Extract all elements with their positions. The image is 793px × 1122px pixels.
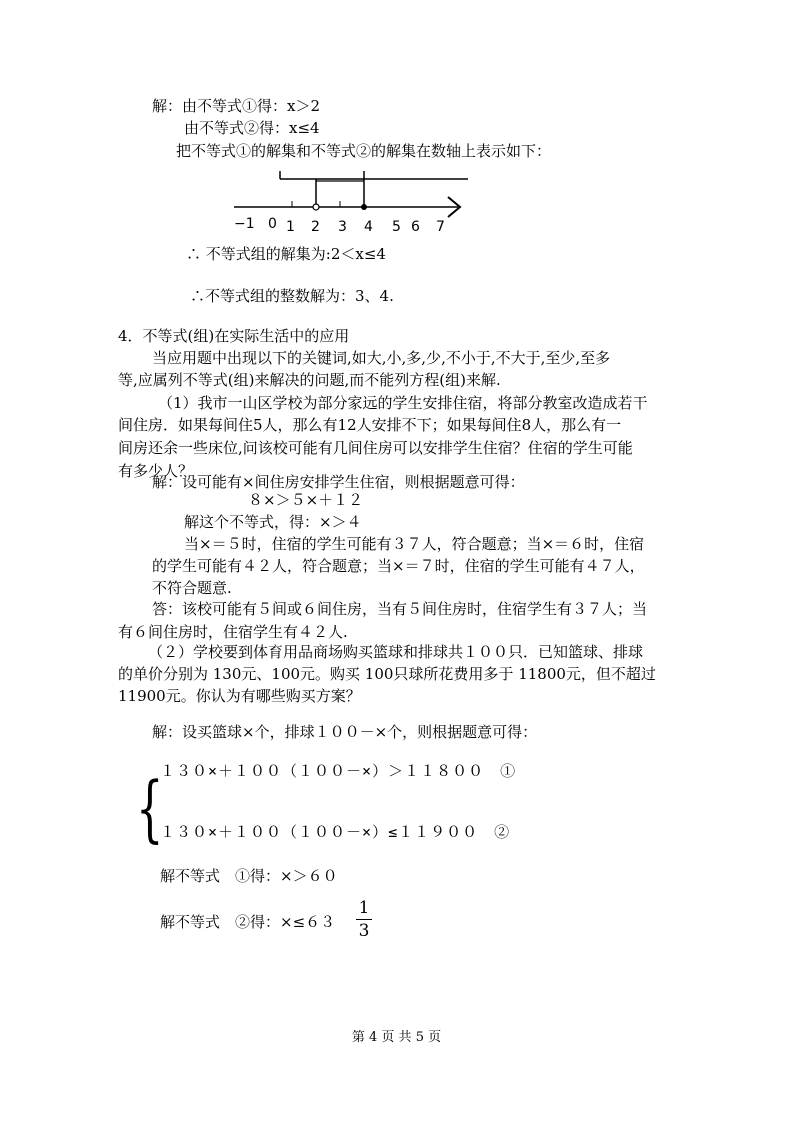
solution-line-2: 由不等式②得：x≤4 (184, 119, 320, 137)
solve-line-2: 解不等式 ②得：×≤６３ (160, 913, 336, 931)
solution2-line-3: 解这个不等式，得：×＞４ (184, 513, 362, 531)
axis-label: 4 (364, 219, 373, 235)
solution3-line-1: 解：设买篮球×个，排球１００－×个，则根据题意可得： (152, 723, 538, 741)
system-brace: { (136, 766, 164, 850)
problem2-line-2: 的单价分别为 130元、100元。购买 100只球所花费用多于 11800元，但不超过 (118, 665, 656, 683)
axis-label: 0 (268, 216, 277, 232)
axis-label: 5 (392, 219, 401, 235)
solve-line-1: 解不等式 ①得：×＞６０ (160, 867, 338, 885)
inequality-1: １３０×＋１００（１００－×）＞１１８００ ① (160, 762, 517, 780)
axis-label: 6 (411, 219, 420, 235)
axis-label: 1 (286, 219, 295, 235)
axis-label: 3 (338, 219, 347, 235)
problem1-line-3: 间房还余一些床位,问该校可能有几间住房可以安排学生住宿？住宿的学生可能 (118, 439, 633, 457)
answer1-line-2: 有６间住房时，住宿学生有４２人. (118, 623, 348, 641)
axis-label: 7 (436, 219, 445, 235)
open-point-2 (313, 204, 319, 210)
problem1-line-4: 有多少人？ (118, 462, 194, 480)
solution2-line-6: 不符合题意. (152, 579, 232, 597)
axis-label: −1 (234, 216, 255, 232)
intro-line-1: 当应用题中出现以下的关键词,如大,小,多,少,不小于,不大于,至少,至多 (152, 349, 611, 367)
problem1-line-1: （1）我市一山区学校为部分家远的学生安排住宿，将部分教室改造成若干 (158, 394, 648, 412)
fraction-one-third (356, 898, 372, 941)
closed-point-4 (361, 204, 367, 210)
problem2-line-1: （２）学校要到体育用品商场购买篮球和排球共１００只．已知篮球、排球 (148, 643, 644, 661)
solution2-line-2: ８×＞５×＋１２ (248, 491, 364, 509)
answer1-line-1: 答：该校可能有５间或６间住房，当有５间住房时，住宿学生有３７人；当 (152, 600, 648, 618)
inequality-2: １３０×＋１００（１００－×）≤１１９００ ② (160, 823, 511, 841)
number-line (228, 165, 478, 245)
conclusion-2: ∴不等式组的整数解为：3、4. (190, 287, 394, 305)
solution-line-3: 把不等式①的解集和不等式②的解集在数轴上表示如下： (176, 142, 552, 160)
solution2-line-5: 的学生可能有４２人，符合题意；当×＝７时，住宿的学生可能有４７人， (152, 557, 645, 575)
problem1-line-2: 间住房．如果每间住5人，那么有12人安排不下；如果每间住8人，那么有一 (118, 416, 622, 434)
solution2-line-4: 当×＝５时，住宿的学生可能有３７人，符合题意；当×＝６时，住宿 (184, 535, 645, 553)
fraction-numerator: 1 (358, 898, 370, 918)
solution2-line-1: 解：设可能有×间住房安排学生住宿，则根据题意可得： (152, 473, 525, 491)
fraction-denominator: 3 (358, 921, 370, 941)
solution-line-1: 解：由不等式①得：x＞2 (152, 97, 321, 115)
intro-line-2: 等,应属列不等式(组)来解决的问题,而不能列方程(组)来解. (118, 371, 501, 389)
section-heading: 4．不等式(组)在实际生活中的应用 (118, 327, 350, 345)
conclusion-1: ∴ 不等式组的解集为:2＜x≤4 (186, 245, 386, 263)
page-footer: 第 4 页 共 5 页 (351, 1030, 442, 1045)
axis-label: 2 (311, 219, 320, 235)
problem2-line-3: 11900元。你认为有哪些购买方案？ (118, 687, 361, 705)
